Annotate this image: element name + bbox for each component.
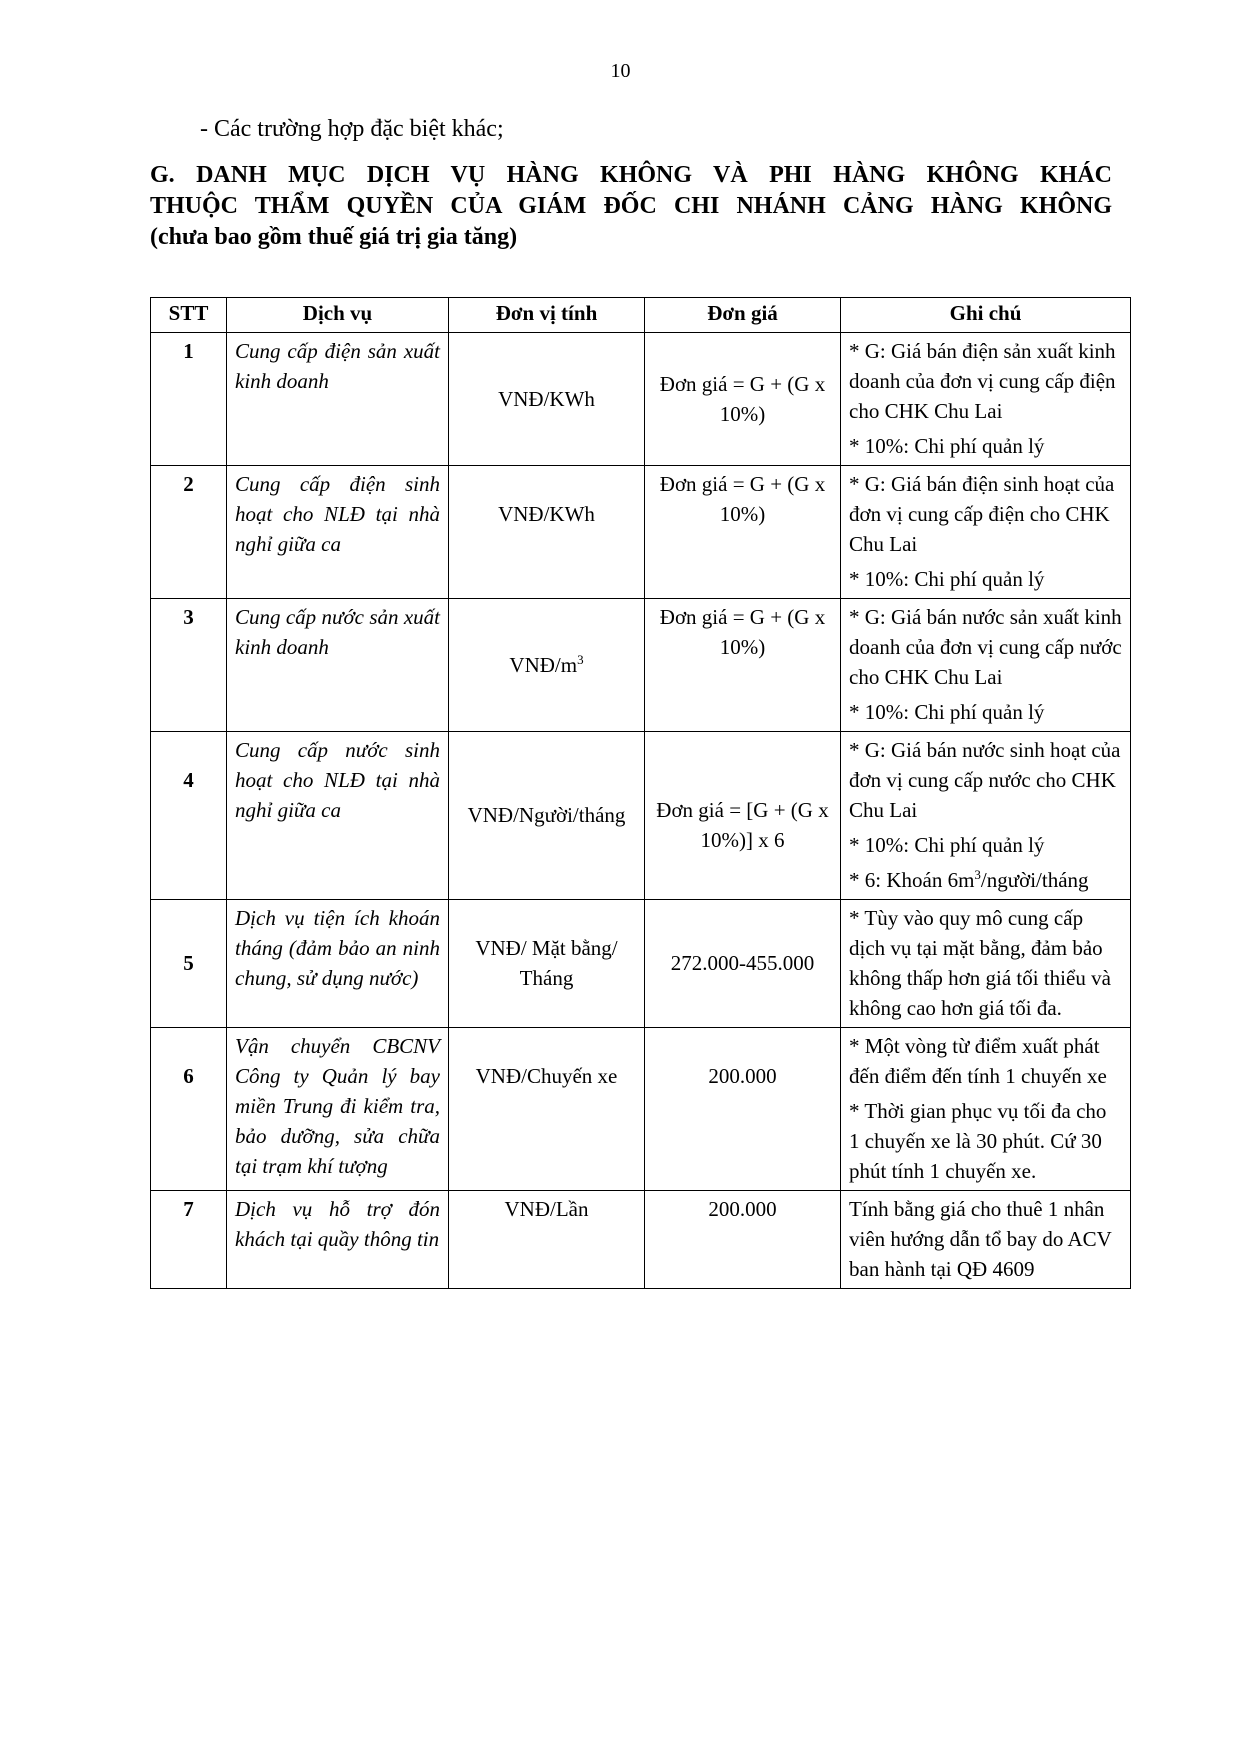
row-stt: 5 [151, 900, 227, 1028]
table-row [151, 900, 1131, 1028]
note-text: /người/tháng [980, 868, 1089, 892]
note-line: * 10%: Chi phí quản lý [849, 567, 1045, 591]
row-price: Đơn giá = G + (G x 10%) [645, 333, 841, 466]
row-service: Cung cấp điện sinh hoạt cho NLĐ tại nhà nghỉ giữa ca [227, 466, 449, 599]
row-unit: VNĐ/KWh [449, 466, 645, 599]
unit-text: VNĐ/m [509, 652, 578, 677]
bullet-line: - Các trường hợp đặc biệt khác; [200, 116, 504, 142]
note-superscript: 3 [974, 867, 981, 882]
row-stt: 1 [151, 333, 227, 466]
row-price: Đơn giá = G + (G x 10%) [645, 466, 841, 599]
unit-superscript: 3 [577, 651, 584, 667]
heading-line-3: (chưa bao gồm thuế giá trị gia tăng) [150, 224, 518, 250]
note-line: * 10%: Chi phí quản lý [849, 700, 1045, 724]
row-price: Đơn giá = [G + (G x 10%)] x 6 [645, 732, 841, 900]
row-service: Dịch vụ tiện ích khoán tháng (đảm bảo an ninh chung, sử dụng nước) [227, 900, 449, 1028]
table-row [151, 1191, 1131, 1289]
row-price: 200.000 [645, 1028, 841, 1191]
row-service: Cung cấp nước sinh hoạt cho NLĐ tại nhà nghỉ giữa ca [227, 732, 449, 900]
table-row [151, 599, 1131, 732]
note-line: * G: Giá bán điện sản xuất kinh doanh của đơn vị cung cấp điện cho CHK Chu Lai [849, 339, 1116, 423]
row-stt: 7 [151, 1191, 227, 1289]
table-header-row [151, 298, 1131, 333]
section-heading [150, 160, 1112, 253]
row-notes [841, 1028, 1131, 1191]
row-unit: VNĐ/Chuyến xe [449, 1028, 645, 1191]
note-line: * 10%: Chi phí quản lý [849, 434, 1045, 458]
row-service: Vận chuyển CBCNV Công ty Quản lý bay miền Trung đi kiểm tra, bảo dưỡng, sửa chữa tại trạm khí tượng [227, 1028, 449, 1191]
note-line: Tính bằng giá cho thuê 1 nhân viên hướng dẫn tổ bay do ACV ban hành tại QĐ 4609 [849, 1197, 1112, 1281]
row-unit: VNĐ/Lần [449, 1191, 645, 1289]
header-stt: STT [151, 298, 227, 333]
row-stt: 4 [151, 732, 227, 900]
header-unit: Đơn vị tính [449, 298, 645, 333]
header-notes: Ghi chú [841, 298, 1131, 333]
row-unit: VNĐ/KWh [449, 333, 645, 466]
row-notes [841, 333, 1131, 466]
note-line: * Tùy vào quy mô cung cấp dịch vụ tại mặt bằng, đảm bảo không thấp hơn giá tối thiểu và không cao hơn giá tối đa. [849, 906, 1111, 1020]
row-notes [841, 599, 1131, 732]
row-price: 272.000-455.000 [645, 900, 841, 1028]
note-line: * Thời gian phục vụ tối đa cho 1 chuyến xe là 30 phút. Cứ 30 phút tính 1 chuyến xe. [849, 1099, 1107, 1183]
row-price: 200.000 [645, 1191, 841, 1289]
note-text: * 6: Khoán 6m [849, 868, 975, 892]
row-price: Đơn giá = G + (G x 10%) [645, 599, 841, 732]
heading-line-2: THUỘC THẨM QUYỀN CỦA GIÁM ĐỐC CHI NHÁNH CẢNG HÀNG KHÔNG [150, 193, 1112, 219]
note-line: * G: Giá bán nước sản xuất kinh doanh của đơn vị cung cấp nước cho CHK Chu Lai [849, 605, 1122, 689]
table-row [151, 333, 1131, 466]
table-row [151, 466, 1131, 599]
heading-line-1: G. DANH MỤC DỊCH VỤ HÀNG KHÔNG VÀ PHI HÀNG KHÔNG KHÁC [150, 162, 1112, 188]
row-notes [841, 900, 1131, 1028]
note-line: * 10%: Chi phí quản lý [849, 833, 1045, 857]
note-line: * G: Giá bán nước sinh hoạt của đơn vị cung cấp nước cho CHK Chu Lai [849, 738, 1121, 822]
row-notes [841, 732, 1131, 900]
header-price: Đơn giá [645, 298, 841, 333]
table-row [151, 1028, 1131, 1191]
table-row [151, 732, 1131, 900]
header-service: Dịch vụ [227, 298, 449, 333]
row-notes [841, 466, 1131, 599]
note-line [849, 865, 1122, 895]
note-line: * Một vòng từ điểm xuất phát đến điểm đến tính 1 chuyến xe [849, 1034, 1107, 1088]
row-notes [841, 1191, 1131, 1289]
note-line: * G: Giá bán điện sinh hoạt của đơn vị cung cấp điện cho CHK Chu Lai [849, 472, 1115, 556]
row-stt: 6 [151, 1028, 227, 1191]
row-service: Cung cấp nước sản xuất kinh doanh [227, 599, 449, 732]
row-unit: VNĐ/ Mặt bằng/ Tháng [449, 900, 645, 1028]
page-number: 10 [610, 60, 631, 82]
service-price-table [150, 297, 1131, 1289]
row-service: Cung cấp điện sản xuất kinh doanh [227, 333, 449, 466]
row-stt: 2 [151, 466, 227, 599]
row-stt: 3 [151, 599, 227, 732]
row-service: Dịch vụ hỗ trợ đón khách tại quầy thông tin [227, 1191, 449, 1289]
row-unit: VNĐ/Người/tháng [449, 732, 645, 900]
row-unit [449, 599, 645, 732]
